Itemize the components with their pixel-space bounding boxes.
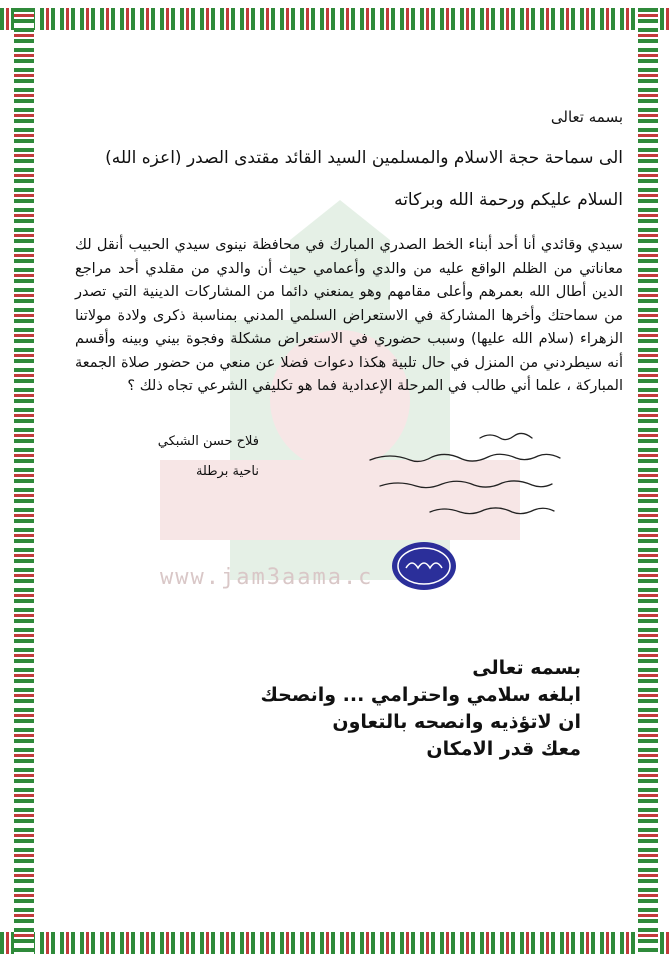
sender-area: ناحية برطلة (195, 464, 259, 479)
reply-line-2: ابلغه سلامي واحترامي ... وانصحك (260, 684, 581, 706)
border-left (14, 8, 34, 954)
letter-addressee: الى سماحة حجة الاسلام والمسلمين السيد القائد مقتدى الصدر (اعزه الله) (105, 148, 623, 168)
letter-greeting: بسمه تعالى (550, 108, 623, 126)
reply-line-1: بسمه تعالى (472, 657, 581, 679)
letter-body: سيدي وقائدي أنا أحد أبناء الخط الصدري المبارك في محافظة نينوى سيدي الحبيب أنقل لك معاناتي من الظلم الواقع عليه من والدي وأعمامي حيث أن والدي من مقلدي أحد مراجع الدين أطال الله بعمرهم وأعلى مقامهم وهو يمنعني دائما من المشاركات الدينية التي تصدر من سماحتك وأخرها المشاركة في الاستعراض السلمي المدني بمناسبة ذكرى ولادة مولاتنا الزهراء (سلام الله عليها) وسبب حضوري في الاستعراض مشكلة وفجوة بيني وبينه وأقسم أنه سيطردني من المنزل في حال تلبية هكذا دعوات فضلا عن منعي من حضور صلاة الجمعة المباركة ، علما أني طالب في المرحلة الإعدادية فما هو تكليفي الشرعي تجاه ذلك ؟ (75, 237, 623, 394)
letter-salutation: السلام عليكم ورحمة الله وبركاته (394, 190, 623, 210)
border-bottom (0, 932, 671, 954)
handwritten-reply (340, 428, 600, 538)
seal-stamp (390, 540, 458, 592)
reply-line-3: ان لاتؤذيه وانصحه بالتعاون (332, 711, 581, 733)
sender-name: فلاح حسن الشبكي (157, 434, 259, 449)
reply-line-4: معك قدر الامكان (426, 738, 581, 760)
border-right (638, 8, 658, 954)
typed-reply (260, 655, 581, 763)
watermark-url: www.jam3aama.c (160, 565, 374, 590)
border-top (0, 8, 671, 30)
